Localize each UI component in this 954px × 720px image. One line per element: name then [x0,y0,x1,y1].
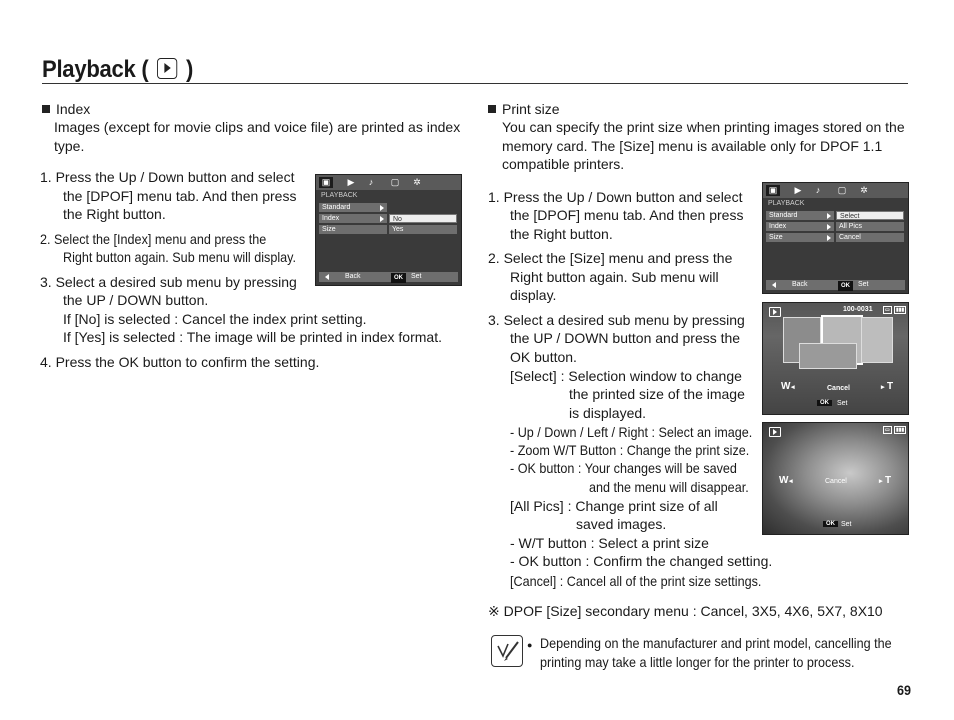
index-menu-screen [315,174,462,286]
menu-tab-bar [763,183,908,198]
select-option: [Select] : Selection window to change [510,368,742,384]
printsize-intro-1: You can specify the print size when printing images stored on the [502,119,905,135]
menu-row-standard: Standard [766,211,834,220]
menu-value-select: Select [836,211,904,220]
index-step-1c: the Right button. [63,206,166,222]
note-icon [491,635,523,667]
index-step-1b: the [DPOF] menu tab. And then press [63,188,297,204]
cancel-label: Cancel [825,478,847,485]
title-suffix: ) [185,56,194,83]
size-step-3b: the UP / DOWN button and press the [510,330,741,346]
right-arrow-icon: ▸ [881,384,885,391]
menu-row-index: Index [766,222,834,231]
battery-icon: ▮▮▮ [896,307,905,313]
set-label: Set [841,521,852,528]
size-step-3: 3. Select a desired sub menu by pressing [488,312,745,328]
index-intro-1: Images (except for movie clips and voice file) are printed as index [54,119,461,135]
left-arrow-icon [325,274,329,280]
select-detail-3b: and the menu will disappear. [589,479,749,495]
size-step-1b: the [DPOF] menu tab. And then press [510,207,744,223]
page-number: 69 [897,682,912,698]
menu-header: PLAYBACK [321,192,358,199]
back-label: Back [792,281,808,288]
set-label: Set [837,400,848,407]
thumbnail-3 [861,317,893,363]
index-step-2: 2. Select the [Index] menu and press the [40,231,267,247]
printsize-intro-3: compatible printers. [502,156,625,172]
square-bullet-icon [42,105,50,113]
size-step-2c: display. [510,287,557,303]
cancel-label: Cancel [827,385,850,392]
select-option-c: is displayed. [569,405,647,421]
menu-row-size: Size [766,233,834,242]
dpof-tab-icon: ▣ [766,185,780,196]
zoom-t-label: T [885,475,892,486]
size-step-2b: Right button again. Sub menu will [510,269,719,285]
right-arrow-icon [827,213,831,219]
left-arrow-icon: ◂ [789,478,793,485]
display-tab-icon: ▢ [390,177,400,187]
settings-tab-icon: ✲ [860,185,868,195]
size-step-3c: OK button. [510,349,577,365]
right-arrow-icon [827,224,831,230]
size-step-1: 1. Press the Up / Down button and select [488,189,743,205]
playback-tab-icon: ▶ [794,185,802,195]
index-step-2b: Right button again. Sub menu will display. [63,249,297,265]
playback-mode-icon [769,307,781,317]
print-icon: ▭ [885,307,890,313]
title-divider [42,83,908,84]
menu-header: PLAYBACK [768,200,805,207]
size-step-2: 2. Select the [Size] menu and press the [488,250,733,266]
display-tab-icon: ▢ [837,185,847,195]
note-line-2: printing may take a little longer for the printer to process. [540,654,855,670]
select-photo-screen [762,302,909,415]
select-detail-3: - OK button : Your changes will be saved [510,460,737,476]
dpof-size-note: ※ DPOF [Size] secondary menu : Cancel, 3X5, 4X6, 5X7, 8X10 [488,603,883,619]
index-step-4: 4. Press the OK button to confirm the setting. [40,354,320,370]
menu-row-size: Size [319,225,387,234]
menu-row-index: Index [319,214,387,223]
right-arrow-icon: ▸ [879,478,883,485]
playback-tab-icon: ▶ [347,177,355,187]
set-label: Set [858,281,869,288]
size-menu-screen [762,182,909,294]
index-heading: Index [42,100,90,119]
file-number: 100-0031 [843,306,873,313]
title-text: Playback ( [42,56,149,83]
battery-icon: ▮▮▮ [896,427,905,433]
square-bullet-icon [488,105,496,113]
dpof-tab-icon: ▣ [319,177,333,188]
page-title [42,56,193,84]
set-label: Set [411,273,422,280]
note-bullet: ● [527,640,533,650]
menu-tab-bar [316,175,461,190]
index-step-3: 3. Select a desired sub menu by pressing [40,274,297,290]
back-label: Back [345,273,361,280]
cancel-option: [Cancel] : Cancel all of the print size settings. [510,573,762,589]
playback-icon [157,58,177,79]
menu-row-standard: Standard [319,203,387,212]
thumbnail-4 [799,343,857,369]
left-arrow-icon: ◂ [791,384,795,391]
index-step-3b: the UP / DOWN button. [63,292,209,308]
ok-badge: OK [838,281,853,291]
menu-value-yes: Yes [389,225,457,234]
right-arrow-icon [827,235,831,241]
zoom-w-label: W [779,475,789,486]
index-option-no: If [No] is selected : Cancel the index print setting. [63,311,367,327]
sound-tab-icon: ♪ [368,177,374,187]
ok-badge: OK [823,521,838,527]
zoom-t-label: T [887,381,894,392]
allpics-detail-2: - OK button : Confirm the changed setting. [510,553,773,569]
right-arrow-icon [380,216,384,222]
playback-mode-icon [769,427,781,437]
printsize-heading: Print size [488,100,560,119]
index-intro-2: type. [54,138,85,154]
allpics-photo-screen [762,422,909,535]
ok-badge: OK [817,400,832,406]
index-step-1: 1. Press the Up / Down button and select [40,169,295,185]
note-line-1: Depending on the manufacturer and print model, cancelling the [540,635,892,651]
ok-badge: OK [391,273,406,283]
right-arrow-icon [380,205,384,211]
select-detail-1: - Up / Down / Left / Right : Select an image. [510,424,753,440]
zoom-w-label: W [781,381,791,392]
sound-tab-icon: ♪ [815,185,821,195]
settings-tab-icon: ✲ [413,177,421,187]
printsize-intro-2: memory card. The [Size] menu is available only for DPOF 1.1 [502,138,883,154]
menu-value-allpics: All Pics [836,222,904,231]
menu-footer [319,272,458,282]
print-icon: ▭ [885,427,890,433]
menu-footer [766,280,905,290]
allpics-detail-1: - W/T button : Select a print size [510,535,709,551]
select-detail-2: - Zoom W/T Button : Change the print size. [510,442,750,458]
allpics-option: [All Pics] : Change print size of all [510,498,718,514]
size-step-1c: the Right button. [510,226,613,242]
left-arrow-icon [772,282,776,288]
index-option-yes: If [Yes] is selected : The image will be printed in index format. [63,329,442,345]
menu-value-cancel: Cancel [836,233,904,242]
allpics-option-b: saved images. [576,516,667,532]
select-option-b: the printed size of the image [569,386,745,402]
menu-value-no: No [389,214,457,223]
